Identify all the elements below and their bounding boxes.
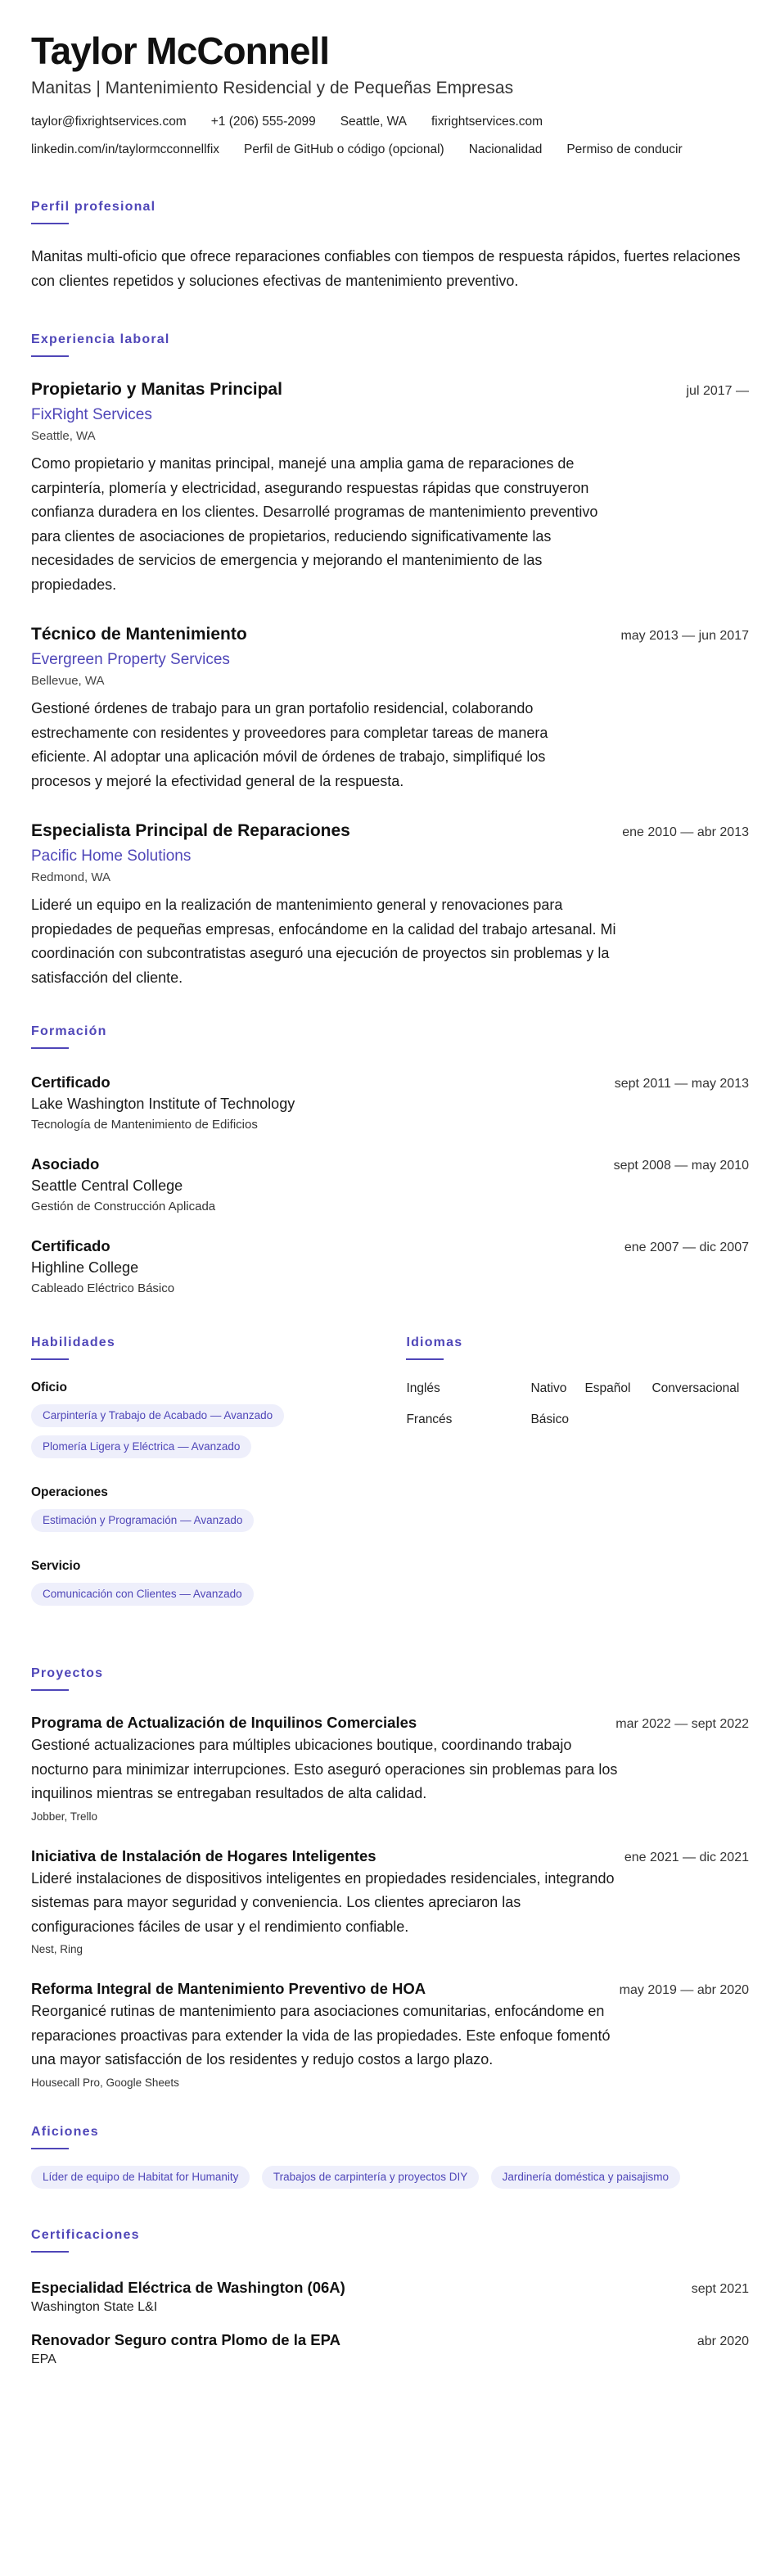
certification-name: Especialidad Eléctrica de Washington (06A) <box>31 2278 345 2296</box>
skill-category: Servicio <box>31 1559 81 1573</box>
certification-name: Renovador Seguro contra Plomo de la EPA <box>31 2330 340 2348</box>
education-field: Tecnología de Mantenimiento de Edificios <box>31 1118 258 1132</box>
job-company: FixRight Services <box>31 406 152 423</box>
contact-phone[interactable]: +1 (206) 555-2099 <box>210 115 316 129</box>
language-level: Básico <box>530 1412 569 1426</box>
education-entry <box>31 1072 749 1134</box>
contact-website[interactable]: fixrightservices.com <box>431 115 543 129</box>
contact-github[interactable]: Perfil de GitHub o código (opcional) <box>244 142 444 156</box>
project-date: may 2019 — abr 2020 <box>619 1983 749 1997</box>
language-name: Español <box>584 1381 631 1395</box>
skill-group <box>31 1558 406 1614</box>
section-title: Certificaciones <box>31 2227 140 2242</box>
hobby-pill: Trabajos de carpintería y proyectos DIY <box>262 2166 479 2189</box>
project-title: Iniciativa de Instalación de Hogares Inteligentes <box>31 1846 376 1864</box>
project-tools: Jobber, Trello <box>31 1810 98 1823</box>
certification-issuer: EPA <box>31 2352 56 2366</box>
certification-entry <box>31 2277 749 2316</box>
section-divider <box>31 1689 69 1691</box>
project-description: Gestioné actualizaciones para múltiples ubicaciones boutique, coordinando trabajo nocturno para minimizar interrupciones. Esto aseguró operaciones sin problemas para los inquilinos mientras se entregaban resultados de alta calidad. <box>31 1737 618 1801</box>
certification-entry <box>31 2330 749 2369</box>
experience-section <box>31 331 749 990</box>
hobby-pill: Jardinería doméstica y paisajismo <box>491 2166 680 2189</box>
project-entry <box>31 1712 749 1824</box>
section-divider <box>31 223 69 224</box>
project-description: Lideré instalaciones de dispositivos inteligentes en propiedades residenciales, integrando sistemas para mayor seguridad y conveniencia. Los clientes apreciaron las configuraciones fáciles de usar y el rendimiento confiable. <box>31 1869 615 1935</box>
project-tools: Nest, Ring <box>31 1943 83 1955</box>
job-entry <box>31 378 749 597</box>
hobbies-section <box>31 2123 749 2197</box>
skills-section <box>31 1334 406 1632</box>
education-date: ene 2007 — dic 2007 <box>624 1241 749 1254</box>
project-entry <box>31 1978 749 2090</box>
skills-languages-row <box>31 1334 749 1632</box>
job-title: Propietario y Manitas Principal <box>31 380 282 399</box>
job-company: Pacific Home Solutions <box>31 847 192 865</box>
education-date: sept 2011 — may 2013 <box>614 1077 749 1091</box>
project-date: ene 2021 — dic 2021 <box>624 1850 749 1864</box>
section-divider <box>406 1358 444 1360</box>
section-title: Habilidades <box>31 1335 116 1349</box>
education-section <box>31 1023 749 1298</box>
certifications-section <box>31 2226 749 2369</box>
education-degree: Certificado <box>31 1237 110 1254</box>
project-description: Reorganicé rutinas de mantenimiento para asociaciones comunitarias, enfocándome en reparaciones proactivas para extender la vida de las propiedades. Este enfoque fomentó una mayor satisfacción de los residentes y redujo costos a largo plazo. <box>31 2003 611 2068</box>
language-level: Conversacional <box>652 1381 740 1395</box>
language-row <box>406 1411 749 1429</box>
job-description: Lideré un equipo en la realización de mantenimiento general y renovaciones para propiedades de pequeñas empresas, enfocándome en la calidad del trabajo artesanal. Mi coordinación con subcontratistas aseguró una ejecución de proyectos sin problemas y la satisfacción del cliente. <box>31 897 616 986</box>
skill-group <box>31 1485 406 1540</box>
section-divider <box>31 2148 69 2149</box>
job-company: Evergreen Property Services <box>31 651 230 668</box>
skill-category: Operaciones <box>31 1485 108 1499</box>
candidate-name: Taylor McConnell <box>31 29 329 72</box>
section-title: Idiomas <box>406 1335 463 1349</box>
education-entry <box>31 1154 749 1216</box>
education-degree: Certificado <box>31 1073 110 1091</box>
project-entry <box>31 1846 749 1958</box>
contact-list <box>31 113 749 169</box>
contact-nationality: Nacionalidad <box>468 142 543 156</box>
skill-category: Oficio <box>31 1381 67 1394</box>
project-date: mar 2022 — sept 2022 <box>615 1717 749 1731</box>
project-tools: Housecall Pro, Google Sheets <box>31 2076 179 2089</box>
certification-issuer: Washington State L&I <box>31 2299 158 2314</box>
contact-linkedin[interactable]: linkedin.com/in/taylormcconnellfix <box>31 142 220 156</box>
projects-section <box>31 1665 749 2090</box>
section-divider <box>31 1047 69 1049</box>
job-location: Redmond, WA <box>31 870 110 884</box>
education-school: Highline College <box>31 1259 139 1276</box>
language-row <box>406 1380 749 1398</box>
language-level: Nativo <box>530 1381 567 1395</box>
education-entry <box>31 1236 749 1298</box>
section-title: Experiencia laboral <box>31 332 170 346</box>
skill-pill: Estimación y Programación — Avanzado <box>31 1509 254 1532</box>
education-school: Seattle Central College <box>31 1177 183 1194</box>
education-date: sept 2008 — may 2010 <box>613 1159 749 1173</box>
language-name: Inglés <box>406 1381 440 1395</box>
job-date: ene 2010 — abr 2013 <box>622 825 749 839</box>
job-location: Seattle, WA <box>31 429 96 443</box>
job-title: Especialista Principal de Reparaciones <box>31 821 350 840</box>
job-entry <box>31 820 749 990</box>
section-title: Perfil profesional <box>31 200 156 214</box>
job-description: Gestioné órdenes de trabajo para un gran portafolio residencial, colaborando estrechamente con residentes y proveedores para completar tareas de manera eficiente. Al adoptar una aplicación móvil de órdenes de trabajo, simplifiqué los procesos y mejoré la efectividad general de la respuesta. <box>31 700 548 789</box>
section-divider <box>31 355 69 357</box>
languages-section <box>406 1334 749 1632</box>
certification-date: abr 2020 <box>697 2334 749 2348</box>
job-date: jul 2017 — <box>686 384 749 398</box>
candidate-headline: Manitas | Mantenimiento Residencial y de Pequeñas Empresas <box>31 79 514 97</box>
section-title: Aficiones <box>31 2124 99 2139</box>
hobby-pill: Líder de equipo de Habitat for Humanity <box>31 2166 250 2189</box>
project-title: Programa de Actualización de Inquilinos Comerciales <box>31 1714 417 1731</box>
certification-date: sept 2021 <box>691 2281 749 2296</box>
project-title: Reforma Integral de Mantenimiento Preventivo de HOA <box>31 1980 426 1997</box>
section-title: Proyectos <box>31 1666 104 1680</box>
skill-group <box>31 1380 406 1467</box>
education-field: Gestión de Construcción Aplicada <box>31 1200 216 1213</box>
skill-pill: Carpintería y Trabajo de Acabado — Avanzado <box>31 1404 284 1427</box>
summary-section <box>31 198 749 293</box>
summary-text: Manitas multi-oficio que ofrece reparaciones confiables con tiempos de respuesta rápidos, fuertes relaciones con clientes repetidos y soluciones efectivas de mantenimiento preventivo. <box>31 248 741 289</box>
job-location: Bellevue, WA <box>31 674 105 688</box>
resume-header <box>31 29 749 169</box>
skill-pill: Comunicación con Clientes — Avanzado <box>31 1583 254 1606</box>
education-school: Lake Washington Institute of Technology <box>31 1096 295 1112</box>
job-entry <box>31 623 749 793</box>
education-degree: Asociado <box>31 1155 100 1173</box>
education-field: Cableado Eléctrico Básico <box>31 1281 175 1295</box>
language-name: Francés <box>406 1412 453 1426</box>
contact-location: Seattle, WA <box>340 115 407 129</box>
skill-pill: Plomería Ligera y Eléctrica — Avanzado <box>31 1435 251 1458</box>
job-title: Técnico de Mantenimiento <box>31 625 247 644</box>
section-divider <box>31 1358 69 1360</box>
contact-driving-license: Permiso de conducir <box>566 142 683 156</box>
job-description: Como propietario y manitas principal, manejé una amplia gama de reparaciones de carpintería, plomería y electricidad, asegurando respuestas rápidas que construyeron confianza duradera en los clientes. Desarrollé programas de mantenimiento preventivo para clientes de asociaciones de propietarios, reduciendo significativamente las necesidades de servicios de emergencia y mejorando el mantenimiento de las propiedades. <box>31 455 598 593</box>
section-divider <box>31 2251 69 2253</box>
contact-email[interactable]: taylor@fixrightservices.com <box>31 115 187 129</box>
section-title: Formación <box>31 1024 107 1038</box>
job-date: may 2013 — jun 2017 <box>620 629 749 643</box>
